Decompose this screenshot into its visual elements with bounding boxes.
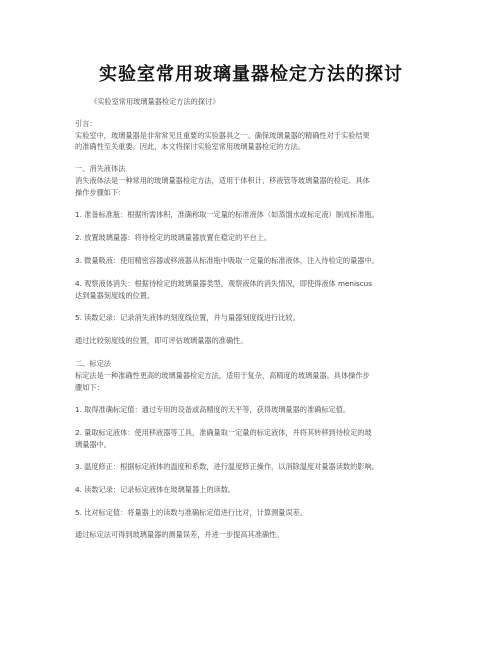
section-1-desc-1: 消失液体法是一种常用的玻璃量器检定方法，适用于体积计、移液管等玻璃量器的检定。具体 bbox=[75, 176, 370, 185]
section-1-step-1: 1. 准备标准瓶：根据所需体积，准确称取一定量的标准液体（如蒸馏水或标定液）制成标准瓶。 bbox=[75, 210, 379, 219]
intro-line-1: 实验室中，玻璃量器是非常常见且重要的实验器具之一。确保玻璃量器的精确性对于实验结果 bbox=[75, 131, 370, 140]
section-2-desc-2: 骤如下： bbox=[75, 383, 104, 392]
section-1-step-4a: 4. 观察液体消失：根据待检定的玻璃量器类型，观察液体的消失情况，即使得液体 meniscus bbox=[75, 279, 372, 288]
intro-heading: 引言： bbox=[75, 119, 97, 128]
section-1-step-4b: 达到量器刻度线的位置。 bbox=[75, 291, 155, 300]
section-1-heading: 一、消失液体法 bbox=[75, 164, 126, 173]
intro-line-2: 的准确性至关重要。因此，本文将探讨实验室常用玻璃量器检定的方法。 bbox=[75, 142, 306, 151]
section-2-step-4: 4. 读数记录：记录标定液体在玻璃量器上的读数。 bbox=[75, 485, 236, 494]
subtitle: 《实验室常用玻璃量器检定方法的探讨》 bbox=[90, 97, 220, 106]
section-2-step-2b: 璃量器中。 bbox=[75, 440, 111, 449]
section-2-step-3: 3. 温度修正：根据标定液体的温度和系数，进行温度修正操作，以消除温度对量器读数的影响。 bbox=[75, 462, 379, 471]
section-2-step-1: 1. 取得准确标定值：通过专用的设备或高精度的天平等，获得玻璃量器的准确标定值。 bbox=[75, 405, 351, 414]
section-2-desc-1: 标定法是一种准确性更高的玻璃量器检定方法，适用于复杂、高精度的玻璃量器。具体操作步 bbox=[75, 371, 370, 380]
section-2-summary: 通过标定法可得到玻璃量器的测量误差，并进一步提高其准确性。 bbox=[75, 530, 284, 539]
section-1-step-3: 3. 微量吸液：使用精密容器或移液器从标准瓶中吸取一定量的标准液体，注入待检定的量器中。 bbox=[75, 256, 379, 265]
document-title: 实验室常用玻璃量器检定方法的探讨 bbox=[99, 64, 403, 85]
section-2-step-2a: 2. 量取标定液体：使用移液器等工具，准确量取一定量的标定液体，并将其转移到待检定的玻 bbox=[75, 428, 372, 437]
section-1-desc-2: 操作步骤如下： bbox=[75, 188, 126, 197]
section-1-step-2: 2. 放置玻璃量器：将待检定的玻璃量器放置在稳定的平台上。 bbox=[75, 233, 272, 242]
section-1-summary: 通过比较刻度线的位置，即可评估玻璃量器的准确性。 bbox=[75, 336, 248, 345]
section-1-step-5: 5. 读数记录：记录消失液体的刻度线位置，并与量器刻度线进行比较。 bbox=[75, 313, 300, 322]
section-2-heading: 二、标定法 bbox=[75, 359, 111, 368]
section-2-step-5: 5. 比对标定值：将量器上的读数与准确标定值进行比对，计算测量误差。 bbox=[75, 508, 307, 517]
